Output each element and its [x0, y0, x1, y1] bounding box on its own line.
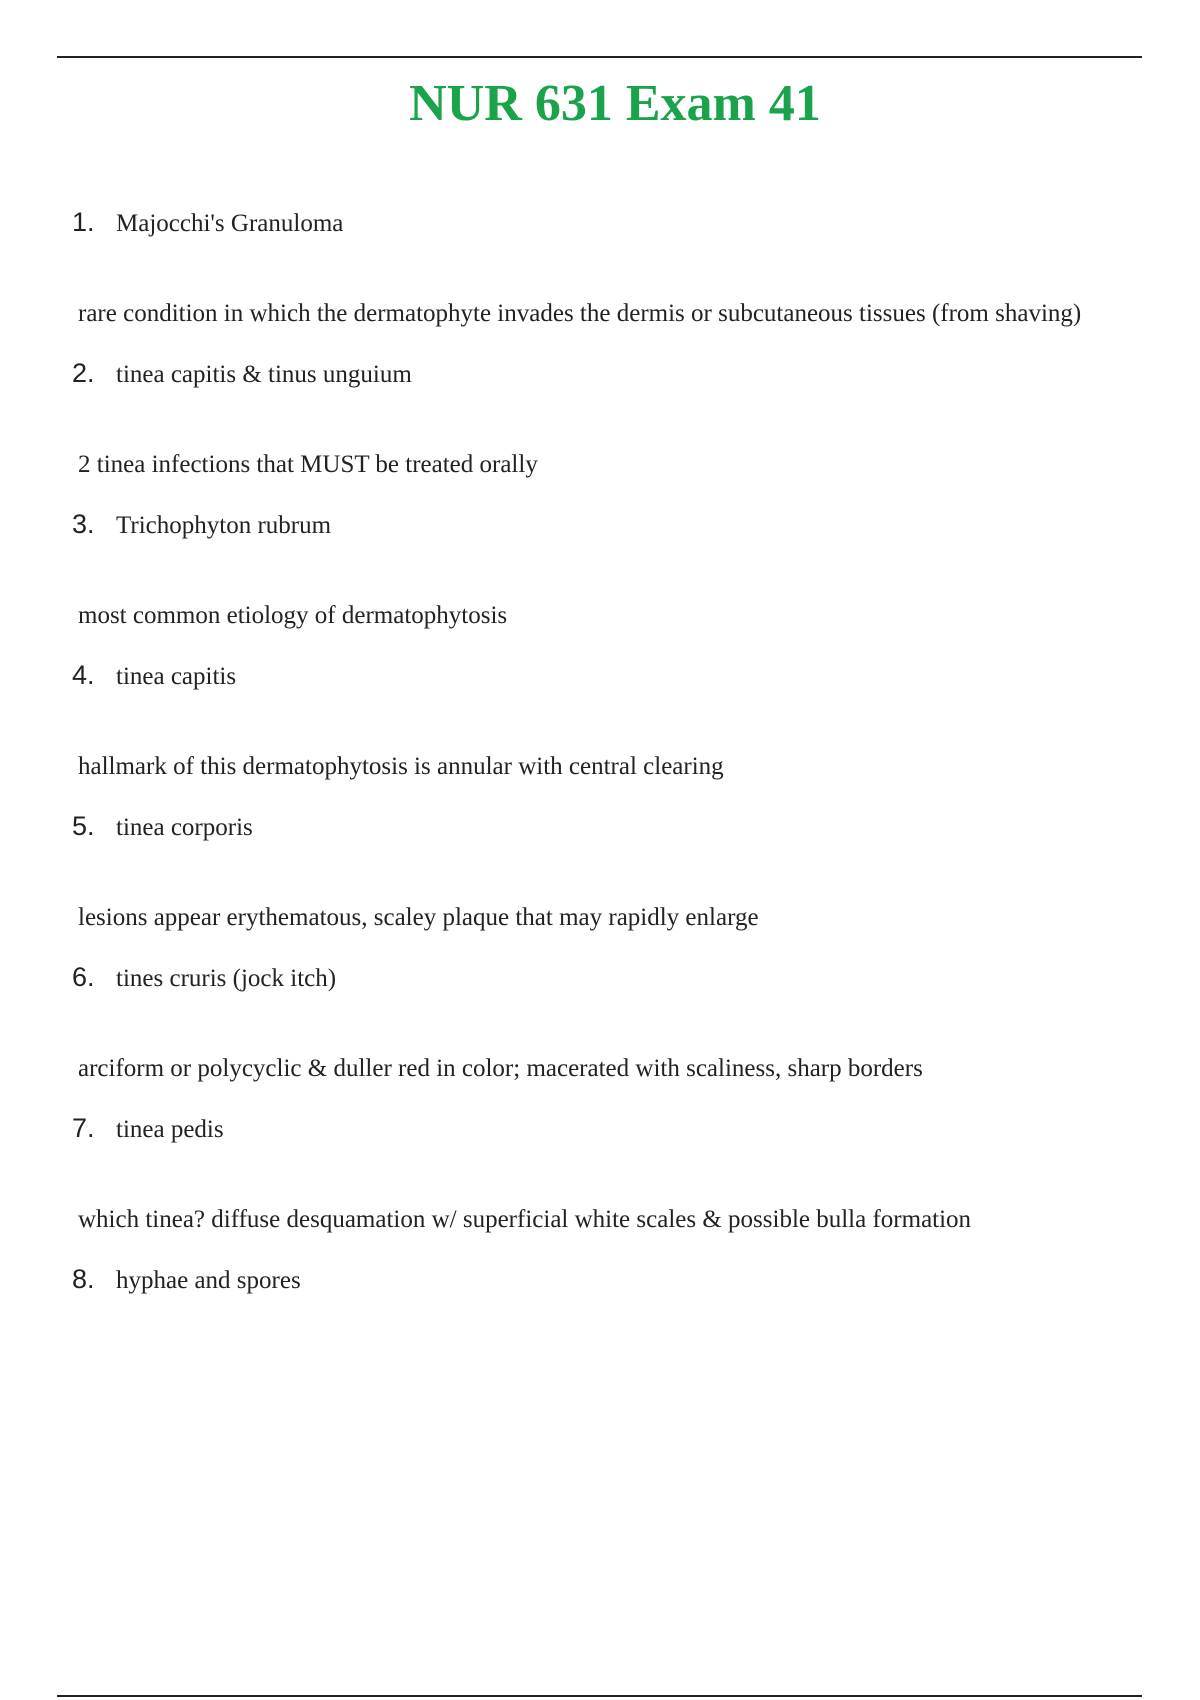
card-number: 2. [72, 358, 95, 388]
card-term: hyphae and spores [116, 1267, 301, 1294]
card-8 [72, 1264, 1112, 1304]
card-definition: lesions appear erythematous, scaley plaque that may rapidly enlarge [78, 904, 759, 931]
card-definition: hallmark of this dermatophytosis is annular with central clearing [78, 753, 724, 780]
term-row [72, 207, 1112, 247]
card-term: tinea corporis [116, 814, 253, 841]
card-term: Trichophyton rubrum [116, 512, 332, 539]
term-row [72, 660, 1112, 700]
card-number: 4. [72, 660, 95, 690]
page-title: NUR 631 Exam 41 [409, 75, 821, 132]
card-number: 1. [72, 207, 95, 237]
card-3 [72, 509, 1112, 632]
card-definition: arciform or polycyclic & duller red in color; macerated with scaliness, sharp borders [78, 1055, 923, 1082]
card-5 [72, 811, 1112, 934]
term-row [72, 811, 1112, 851]
card-term: tinea pedis [116, 1116, 224, 1143]
term-row [72, 1264, 1112, 1304]
card-number: 3. [72, 509, 95, 539]
term-row [72, 1113, 1112, 1153]
card-number: 7. [72, 1113, 95, 1143]
term-row [72, 962, 1112, 1002]
top-rule [57, 56, 1142, 58]
card-definition: 2 tinea infections that MUST be treated orally [78, 451, 538, 478]
card-definition: most common etiology of dermatophytosis [78, 602, 508, 629]
card-2 [72, 358, 1112, 481]
card-1 [72, 207, 1112, 330]
card-definition: which tinea? diffuse desquamation w/ superficial white scales & possible bulla formation [78, 1206, 972, 1233]
card-definition: rare condition in which the dermatophyte invades the dermis or subcutaneous tissues (from shaving) [78, 300, 1082, 327]
card-4 [72, 660, 1112, 783]
term-row [72, 509, 1112, 549]
card-term: tinea capitis & tinus unguium [116, 361, 412, 388]
bottom-rule [57, 1695, 1142, 1697]
card-term: tinea capitis [116, 663, 237, 690]
card-6 [72, 962, 1112, 1085]
flashcard-list [72, 207, 1112, 1304]
card-number: 5. [72, 811, 95, 841]
card-number: 8. [72, 1264, 95, 1294]
term-row [72, 358, 1112, 398]
card-term: tines cruris (jock itch) [116, 965, 337, 992]
card-number: 6. [72, 962, 95, 992]
card-term: Majocchi's Granuloma [116, 210, 344, 237]
card-7 [72, 1113, 1112, 1236]
